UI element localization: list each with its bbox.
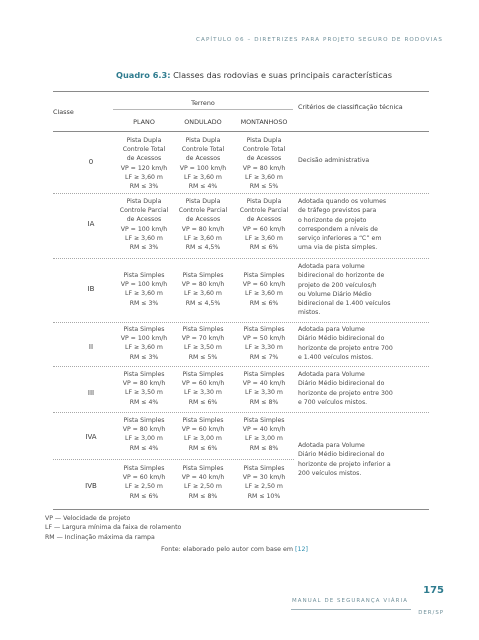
row-classe-iva: IVA <box>85 433 97 441</box>
cell-0-montanhoso: Pista Dupla Controle Total de Acessos VP = 80 km/h LF ≥ 3,60 m RM ≤ 5% <box>242 137 286 191</box>
row-classe-ivb: IVB <box>85 482 97 490</box>
row-classe-iii: III <box>87 389 95 397</box>
row-separator <box>53 258 429 259</box>
cell-ii-ondulado: Pista Simples VP = 70 km/h LF ≥ 3,50 m RM ≤ 5% <box>181 326 225 361</box>
criterio-0: Decisão administrativa <box>298 157 370 164</box>
row-classe-ia: IA <box>87 220 95 228</box>
cell-ii-plano: Pista Simples VP = 100 km/h LF ≥ 3,60 m RM ≤ 3% <box>120 326 168 361</box>
cell-iva-plano: Pista Simples VP = 80 km/h LF ≥ 3,00 m RM ≤ 4% <box>122 417 166 452</box>
note-lf: LF — Largura mínima da faixa de rolamento <box>45 524 182 532</box>
header-ondulado: ONDULADO <box>184 118 222 126</box>
header-terreno: Terreno <box>191 99 215 107</box>
row-classe-ib: IB <box>87 285 95 293</box>
cell-iva-ondulado: Pista Simples VP = 60 km/h LF ≥ 3,00 m RM ≤ 6% <box>181 417 225 452</box>
cell-ib-montanhoso: Pista Simples VP = 60 km/h LF ≥ 3,60 m RM ≤ 6% <box>242 272 286 307</box>
criterio-iva-ivb: Adotada para Volume Diário Médio bidirecional do horizonte de projeto inferior a 200 veículos mistos. <box>298 442 391 477</box>
caption-label: Quadro 6.3: <box>116 70 171 80</box>
table-notes <box>45 514 181 542</box>
cell-ib-ondulado: Pista Simples VP = 80 km/h LF ≥ 3,60 m RM ≤ 4,5% <box>181 272 225 307</box>
cell-ii-montanhoso: Pista Simples VP = 50 km/h LF ≥ 3,30 m RM ≤ 7% <box>242 326 286 361</box>
header-criterios: Critérios de classificação técnica <box>298 103 403 111</box>
cell-ib-plano: Pista Simples VP = 100 km/h LF ≥ 3,60 m RM ≤ 3% <box>120 272 168 307</box>
cell-ia-ondulado: Pista Dupla Controle Parcial de Acessos VP = 80 km/h LF ≥ 3,60 m RM ≤ 4,5% <box>178 198 228 252</box>
page-number: 175 <box>423 585 444 596</box>
footer-divider <box>291 609 411 610</box>
chapter-header: CAPÍTULO 06 – DIRETRIZES PARA PROJETO SEGURO DE RODOVIAS <box>196 37 443 43</box>
criterio-ii: Adotada para Volume Diário Médio bidirecional do horizonte de projeto entre 700 e 1.400 veículos mistos. <box>298 326 393 361</box>
note-vp: VP — Velocidade de projeto <box>45 515 131 522</box>
row-separator <box>53 412 429 413</box>
table-caption <box>116 70 392 80</box>
cell-ivb-plano: Pista Simples VP = 60 km/h LF ≥ 2,50 m RM ≤ 6% <box>122 465 166 500</box>
row-classe-0: 0 <box>88 158 94 166</box>
row-separator <box>53 322 429 323</box>
criterio-ia: Adotada quando os volumes de tráfego previstos para o horizonte de projeto correspondem a níveis de serviço inferiores a “C” em uma via de pista simples. <box>298 198 387 252</box>
cell-iii-ondulado: Pista Simples VP = 60 km/h LF ≥ 3,30 m RM ≤ 6% <box>181 371 225 406</box>
table-bottom-rule <box>53 509 429 510</box>
row-separator <box>53 366 429 367</box>
table-top-rule <box>53 91 429 92</box>
criterio-ib: Adotada para volume bidirecional do horizonte de projeto de 200 veículos/h ou Volume Diário Médio bidirecional de 1.400 veículos mistos. <box>298 263 391 317</box>
footer-title: MANUAL DE SEGURANÇA VIÁRIA <box>292 598 408 604</box>
cell-iii-plano: Pista Simples VP = 80 km/h LF ≥ 3,50 m RM ≤ 4% <box>122 371 166 406</box>
caption-text: Classes das rodovias e suas principais características <box>170 70 392 80</box>
header-plano: PLANO <box>133 118 155 126</box>
header-bottom-rule <box>53 131 429 132</box>
cell-0-ondulado: Pista Dupla Controle Total de Acessos VP = 100 km/h LF ≥ 3,60 m RM ≤ 4% <box>179 137 227 191</box>
note-rm: RM — Inclinação máxima da rampa <box>45 533 155 541</box>
source-reference-link[interactable]: [12] <box>295 546 308 553</box>
cell-iii-montanhoso: Pista Simples VP = 40 km/h LF ≥ 3,30 m RM ≤ 8% <box>242 371 286 406</box>
criterio-iii: Adotada para Volume Diário Médio bidirecional do horizonte de projeto entre 300 e 700 veículos mistos. <box>298 371 393 406</box>
cell-ia-montanhoso: Pista Dupla Controle Parcial de Acessos VP = 60 km/h LF ≥ 3,60 m RM ≤ 6% <box>239 198 289 252</box>
header-classe: Classe <box>53 108 74 116</box>
row-classe-ii: II <box>88 343 94 351</box>
header-montanhoso: MONTANHOSO <box>240 118 288 126</box>
footer-org: DER/SP <box>418 610 444 616</box>
row-separator <box>53 459 294 460</box>
source-note <box>161 546 308 553</box>
cell-0-plano: Pista Dupla Controle Total de Acessos VP = 120 km/h LF ≥ 3,60 m RM ≤ 3% <box>120 137 168 191</box>
terreno-rule <box>113 109 293 110</box>
source-text: Fonte: elaborado pelo autor com base em <box>161 546 296 553</box>
row-separator <box>53 193 429 194</box>
cell-ivb-montanhoso: Pista Simples VP = 30 km/h LF ≥ 2,50 m RM ≤ 10% <box>242 465 286 500</box>
cell-iva-montanhoso: Pista Simples VP = 40 km/h LF ≥ 3,00 m RM ≤ 8% <box>242 417 286 452</box>
cell-ivb-ondulado: Pista Simples VP = 40 km/h LF ≥ 2,50 m RM ≤ 8% <box>181 465 225 500</box>
cell-ia-plano: Pista Dupla Controle Parcial de Acessos VP = 100 km/h LF ≥ 3,60 m RM ≤ 3% <box>119 198 169 252</box>
